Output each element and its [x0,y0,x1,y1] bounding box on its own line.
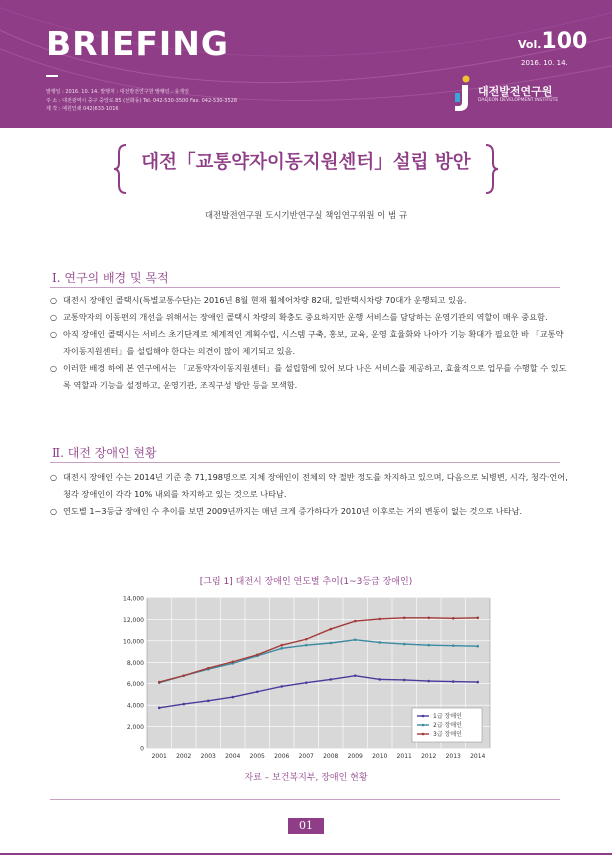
y-tick-label: 4,000 [126,702,144,710]
list-item-text: 교통약자의 이동편의 개선을 위해서는 장애인 콜택시 차량의 확충도 중요하지만 운행 서비스를 담당하는 운영기관의 역할이 매우 중요함. [63,312,548,322]
data-point [280,685,283,688]
data-point [476,645,479,648]
x-tick-label: 2010 [372,753,388,760]
data-point [427,680,430,683]
data-point [378,641,381,644]
header-dash [46,75,58,77]
list-item [50,469,570,503]
data-point [452,644,455,647]
y-tick-label: 14,000 [123,595,144,603]
list-item-text: 아직 장애인 콜택시는 서비스 초기단계로 체계적인 계획수립, 시스템 구축, 홍보, 교육, 운영 효율화와 나아가 기능 확대가 필요한 바 「교통약자이동지원센터」를 설립해야 한다는 의견이 많이 제기되고 있음. [63,329,564,356]
x-tick-label: 2009 [347,753,363,760]
data-point [403,679,406,682]
list-item [50,326,570,360]
document-title: 대전「교통약자이동지원센터」설립 방안 [141,152,471,173]
data-point [305,638,308,641]
data-point [231,696,234,699]
org-logo [450,73,568,113]
bullet-mark: ○ [50,364,57,373]
section-title: Ⅰ. 연구의 배경 및 목적 [52,271,169,285]
data-point [280,644,283,647]
volume-label [518,29,587,54]
x-tick-label: 2012 [421,753,437,760]
section-bullet-list [50,292,570,394]
data-point [256,690,259,693]
figure-caption: [그림 1] 대전시 장애인 연도별 추이(1~3등급 장애인) [199,577,413,587]
list-item-text: 대전시 장애인 수는 2014년 기준 총 71,198명으로 지체 장애인이 전체의 약 절반 정도를 차지하고 있으며, 다음으로 뇌병변, 시각, 청각·언어, 청각 장애인이 각각 10% 내외를 차지하고 있는 것으로 나타남. [63,472,568,499]
x-tick-label: 2005 [249,753,265,760]
data-point [452,617,455,620]
data-point [403,643,406,646]
legend-label: 2급 장애인 [433,722,462,730]
org-name: 대전발전연구원 [478,85,553,98]
publisher-info-line: 주 소 : 대전광역시 중구 중앙로 85 (선화동) Tel. 042-530-3500 Fax. 042-530-3528 [46,97,238,104]
list-item [50,360,570,394]
data-point [452,680,455,683]
x-tick-label: 2008 [323,753,339,760]
y-tick-label: 6,000 [126,681,144,689]
list-item-text: 대전시 장애인 콜택시(특별교통수단)는 2016년 8월 현재 휠체어차량 82대, 일반택시차량 70대가 운행되고 있음. [63,295,467,305]
bullet-mark: ○ [50,296,57,305]
x-tick-label: 2004 [225,753,241,760]
data-point [427,617,430,620]
data-point [231,660,234,663]
data-point [207,700,210,703]
data-point [476,617,479,620]
y-tick-label: 12,000 [123,616,144,624]
legend-marker [422,724,425,727]
bullet-mark: ○ [50,507,57,516]
data-point [329,642,332,645]
section-rule [50,287,560,288]
x-tick-label: 2007 [298,753,314,760]
x-tick-label: 2006 [274,753,290,760]
x-tick-label: 2013 [445,753,461,760]
y-tick-label: 10,000 [123,638,144,646]
data-point [305,644,308,647]
x-tick-label: 2003 [200,753,216,760]
legend-marker [422,733,425,736]
list-item [50,309,570,326]
author-line: 대전발전연구원 도시기반연구실 책임연구위원 이 범 규 [204,211,408,221]
legend-label: 3급 장애인 [433,731,462,739]
data-point [280,647,283,650]
bullet-mark: ○ [50,313,57,322]
x-tick-label: 2011 [396,753,412,760]
x-tick-label: 2014 [470,753,486,760]
section-title: Ⅱ. 대전 장애인 현황 [52,446,157,460]
bullet-mark: ○ [50,330,57,339]
publisher-info [46,88,237,114]
x-tick-label: 2001 [151,753,167,760]
legend-label: 1급 장애인 [433,713,462,721]
data-point [207,667,210,670]
right-brace [484,143,500,195]
data-point [354,638,357,641]
org-name-english: DAEJEON DEVELOPMENT INSTITUTE [478,98,559,103]
data-point [158,707,161,710]
data-point [329,678,332,681]
data-point [427,644,430,647]
data-point [305,681,308,684]
list-item-text: 이러한 배경 하에 본 연구에서는 「교통약자이동지원센터」를 설립함에 있어 보다 나은 서비스를 제공하고, 효율적으로 업무를 수행할 수 있도록 역할과 기능을 설정하고, 운영기관, 조직구성 방안 등을 모색함. [63,363,567,390]
data-point [476,681,479,684]
data-point [378,678,381,681]
page-number: 01 [288,818,324,834]
x-tick-label: 2002 [176,753,192,760]
figure-rule [50,799,560,800]
data-point [182,674,185,677]
section-rule [50,462,560,463]
publisher-info-line: 제 작 : 예원인쇄 042)633-1016 [46,106,119,112]
data-point [354,674,357,677]
publisher-info-line: 발행일 : 2016. 10. 14. 발행처 : 대전발전연구원 발행인 : 유재일 [46,89,189,95]
bullet-mark: ○ [50,473,57,482]
data-point [182,703,185,706]
y-tick-label: 0 [140,745,144,753]
legend-marker [422,715,425,718]
section-bullet-list [50,469,570,520]
vol-prefix: Vol. [518,38,542,51]
y-tick-label: 2,000 [126,724,144,732]
line-chart [110,590,500,765]
list-item [50,503,570,520]
org-logo-icon [450,73,476,113]
data-point [354,620,357,623]
data-point [158,681,161,684]
header-band [0,0,612,128]
list-item [50,292,570,309]
issue-date: 2016. 10. 14. [521,59,568,67]
data-point [403,617,406,620]
list-item-text: 연도별 1~3등급 장애인 수 추이를 보면 2009년까지는 매년 크게 증가하다가 2010년 이후로는 거의 변동이 없는 것으로 나타남. [63,506,523,516]
y-tick-label: 8,000 [126,659,144,667]
vol-number: 100 [541,29,588,54]
data-point [329,628,332,631]
data-point [378,618,381,621]
data-point [256,653,259,656]
brand-title: BRIEFING [46,24,229,63]
figure-source: 자료 – 보건복지부, 장애인 현황 [244,773,368,783]
